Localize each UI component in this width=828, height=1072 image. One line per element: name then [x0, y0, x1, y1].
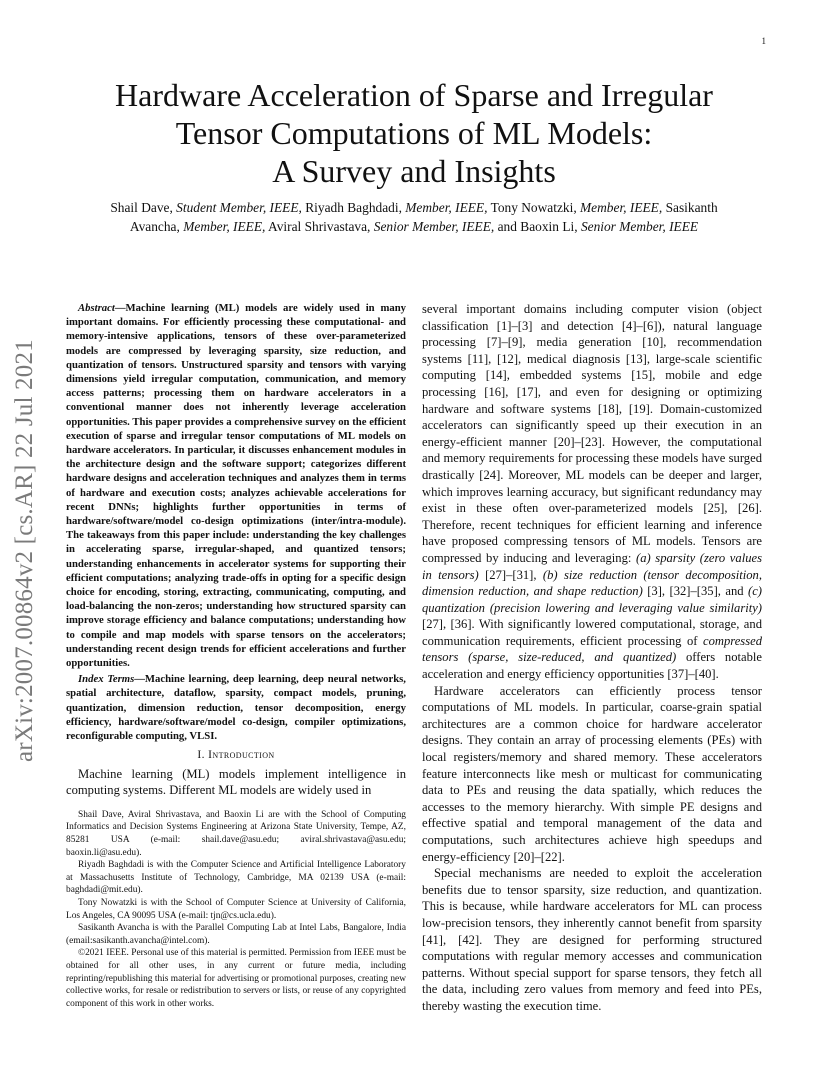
author-list	[96, 198, 732, 236]
text-run: several important domains including computer vision (object classification [1]–[3] and detection [4]–[6]), natural language processing [7]–[9], media generation [10], recommendation systems [11], [12], medical diagnosis [13], large-scale scientific computing [14], embedded systems [15], mobile and edge processing [16], [17], and even for designing or optimizing hardware and software systems [18], [19]. Domain-customized accelerators can significantly speed up their execution in an energy-efficient manner [20]–[23]. However, the computational and memory requirements for processing these models have surged drastically [24]. Moreover, ML models can be deeper and larger, which improves learning accuracy, but significant redundancy may exist in these often over-parameterized models [25], [26]. Therefore, recent techniques for efficient learning and inference have proposed compressing tensors of ML models. Tensors are compressed by inducing and leveraging:	[422, 302, 762, 565]
left-column	[66, 301, 406, 1010]
page-number: 1	[761, 36, 766, 46]
title-line-2: Tensor Computations of ML Models:	[175, 115, 653, 151]
footnote: Shail Dave, Aviral Shrivastava, and Baoxin Li are with the School of Computing Informatics and Decision Systems Engineering at Arizona State University, Tempe, AZ, 85281 USA (e-mail: shail.dave@asu.edu; aviral.shrivastava@asu.edu; baoxin.li@asu.edu).	[66, 809, 406, 858]
author-role: Member, IEEE,	[183, 219, 266, 234]
text-run: [27]–[31],	[478, 567, 543, 582]
text-run: offers notable acceleration and energy efficiency opportunities [37]–[40].	[422, 650, 762, 682]
author-name: and Baoxin Li,	[497, 219, 578, 234]
author-name: Tony Nowatzki,	[490, 200, 577, 215]
emphasis-text: (a) sparsity (zero values in tensors)	[422, 550, 762, 582]
author-role: Member, IEEE,	[405, 200, 488, 215]
text-run: [27], [36]. With significantly lowered computational, storage, and communication requirements, efficient processing of	[422, 617, 762, 648]
author-name: Riyadh Baghdadi,	[305, 200, 402, 215]
emphasis-text: (b) size reduction (tensor decomposition, dimension reduction, and shape reduction)	[422, 567, 762, 599]
right-column	[422, 301, 762, 1015]
footnote: Tony Nowatzki is with the School of Computer Science at University of California, Los Angeles, CA 90095 USA (e-mail: tjn@cs.ucla.edu).	[66, 897, 406, 921]
copyright-notice: ©2021 IEEE. Personal use of this material is permitted. Permission from IEEE must be obtained for all other uses, in any current or future media, including reprinting/republishing this material for advertising or promotional purposes, creating new collective works, for resale or redistribution to servers or lists, or reuse of any copyrighted component of this work in other works.	[66, 948, 406, 1009]
intro-paragraph: Machine learning (ML) models implement intelligence in computing systems. Different ML models are widely used in	[66, 766, 406, 798]
emphasis-text: compressed tensors (sparse, size-reduced, and quantized)	[422, 633, 762, 665]
author-role: Senior Member, IEEE	[580, 219, 699, 234]
author-role: Member, IEEE,	[580, 200, 663, 215]
body-paragraph: Hardware accelerators can efficiently process tensor computations of ML models. In particular, coarse-grain spatial architectures are a common choice for hardware accelerator designs. They contain an array of processing elements (PEs) with local registers/memory and shared memory. These accelerators feature interconnects like mesh or multicast for communicating data to PEs and reusing the data spatially, which reduces the accesses to the memory hierarchy. With simple PE designs and effective spatial and temporal management of the data and computations, such architectures achieve high speedups and energy-efficiency [20]–[22].	[422, 683, 762, 864]
title-line-3: A Survey and Insights	[272, 153, 556, 189]
emphasis-text: (c) quantization (precision lowering and leveraging value similarity)	[422, 584, 762, 615]
footnote: Sasikanth Avancha is with the Parallel Computing Lab at Intel Labs, Bangalore, India (email:sasikanth.avancha@intel.com).	[66, 923, 406, 946]
body-paragraph	[422, 301, 762, 683]
abstract	[66, 301, 406, 670]
abstract-text: —Machine learning (ML) models are widely used in many important domains. For efficiently processing these computational- and memory-intensive applications, tensors of these over-parameterized models are compressed by leveraging sparsity, size reduction, and quantization of tensors. Unstructured sparsity and tensors with varying dimensions yield irregular computation, communication, and memory access patterns; processing them on hardware accelerators in a conventional manner does not inherently leverage acceleration opportunities. This paper provides a comprehensive survey on the efficient execution of sparse and irregular tensor computations of ML models on hardware accelerators. In particular, it discusses enhancement modules in the architecture design and the software support; categorizes different hardware designs and acceleration techniques and analyzes them in terms of hardware and execution costs; analyzes achievable accelerations for recent DNNs; highlights further opportunities in terms of hardware/software/model co-design optimizations (inter/intra-module). The takeaways from this paper include: understanding the key challenges in accelerating sparse, irregular-shaped, and quantized tensors; understanding enhancements in accelerator systems for supporting their efficient computations; analyzing trade-offs in opting for a specific design choice for encoding, storing, extracting, communicating, computing, and load-balancing the non-zeros; understanding how structured sparsity can improve storage efficiency and balance computations; understanding how to compile and map models with sparse tensors on the accelerators; understanding recent design trends for efficient accelerations and further opportunities.	[66, 302, 406, 670]
paper-title	[60, 76, 768, 190]
arxiv-identifier-stamp[interactable]: arXiv:2007.00864v2 [cs.AR] 22 Jul 2021	[11, 339, 38, 762]
title-line-1: Hardware Acceleration of Sparse and Irregular	[115, 77, 713, 113]
body-paragraph: Special mechanisms are needed to exploit the acceleration benefits due to tensor sparsity, size reduction, and quantization. This is because, while hardware accelerators for ML can process low-precision tensors, they inherently cannot benefit from sparsity [41], [42]. They are designed for performing structured computations with regular memory accesses and communication patterns. Without special support for sparse tensors, they fetch all the data, including zero values from memory and feed into PEs, thereby wasting the execution time.	[422, 866, 762, 1013]
author-name: Shail Dave,	[110, 200, 173, 215]
text-run: [3], [32]–[35], and	[642, 584, 749, 599]
abstract-lead: Abstract	[78, 302, 115, 314]
author-role: Student Member, IEEE,	[176, 200, 302, 215]
index-terms-text: —Machine learning, deep learning, deep neural networks, spatial architecture, dataflow, sparsity, compact models, pruning, quantization, dimension reduction, tensor decomposition, energy efficiency, hardware/software/model co-design, compiler optimizations, reconfigurable computing, VLSI.	[66, 673, 406, 743]
footnotes	[66, 809, 406, 1011]
section-heading-introduction: I. Introduction	[197, 749, 275, 762]
footnote: Riyadh Baghdadi is with the Computer Science and Artificial Intelligence Laboratory at Massachusetts Institute of Technology, Cambridge, MA 02139 USA (e-mail: baghdadi@mit.edu).	[66, 860, 406, 896]
author-role: Senior Member, IEEE,	[373, 219, 495, 234]
index-terms	[66, 672, 406, 743]
author-name: Aviral Shrivastava,	[268, 219, 371, 234]
index-terms-lead: Index Terms	[78, 673, 135, 686]
author-name: Sasikanth Avancha,	[129, 200, 718, 234]
